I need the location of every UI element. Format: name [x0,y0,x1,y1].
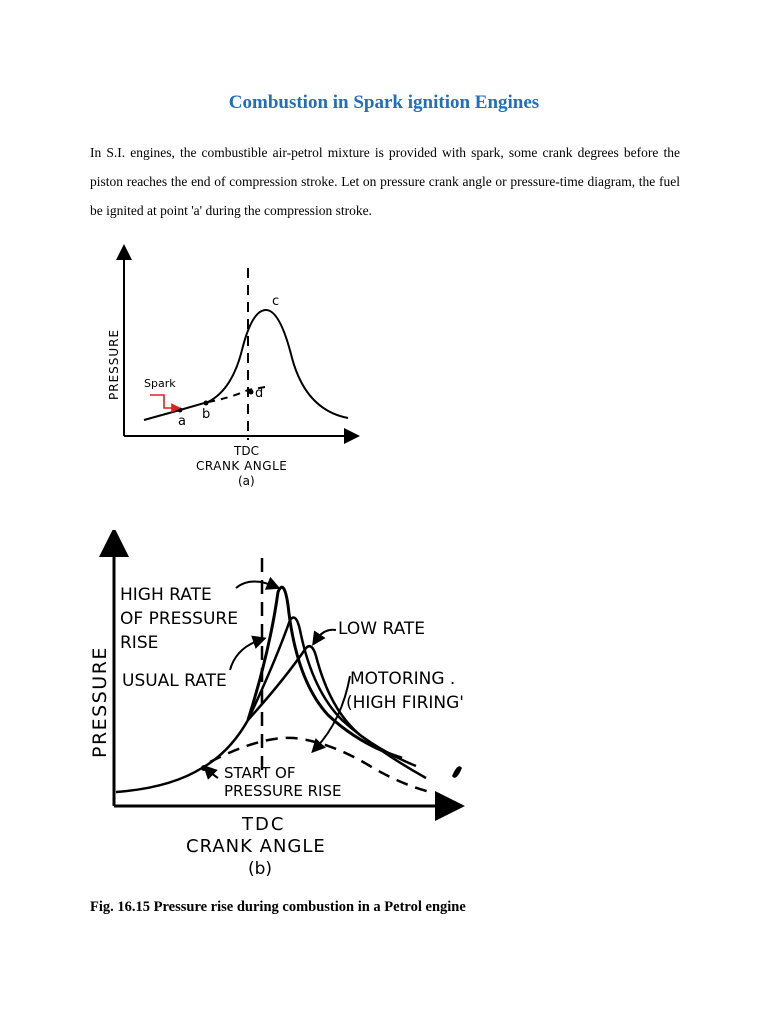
fig-a-xlabel-tdc: TDC [234,444,259,458]
motoring-leader [316,676,350,748]
fig-a-label-b: b [202,407,211,422]
high-rate-label-3: RISE [120,633,159,653]
motoring-label-1: MOTORING . [350,669,456,689]
fig-a-point-a [178,408,183,413]
page-title: Combustion in Spark ignition Engines [228,92,540,113]
usual-rate-leader [230,640,260,670]
figure-b-diagram [80,530,470,880]
fig-a-ylabel: PRESSURE [107,328,121,400]
fig-b-ylabel: PRESSURE [89,646,111,758]
high-rate-label-2: OF PRESSURE [120,609,238,629]
fig-b-start-point [201,765,207,771]
fig-b-xlabel-tdc: TDC [242,814,286,835]
figure-a-diagram [100,240,360,500]
start-leader [208,770,218,778]
spark-label: Spark [144,377,176,390]
fig-b-ink-mark [452,766,462,778]
fig-a-sublabel: (a) [238,474,255,488]
intro-paragraph: In S.I. engines, the combustible air-petrol mixture is provided with spark, some crank degrees before the piston reaches the end of compression stroke. Let on pressure crank angle or pressure-time diagram, the fuel be ignited at point 'a' during the compression stroke. [90,145,680,218]
fig-a-label-d: d [255,386,264,401]
start-label-1: START OF [224,764,296,782]
low-rate-leader [316,630,336,640]
fig-a-pressure-curve [144,310,348,420]
usual-rate-label: USUAL RATE [122,671,227,691]
fig-a-point-b [204,401,209,406]
high-rate-label-1: HIGH RATE [120,585,212,605]
low-rate-label: LOW RATE [338,619,426,639]
fig-a-label-c: c [272,294,280,309]
fig-a-point-d [249,390,254,395]
high-rate-leader [236,581,274,588]
spark-arrow [150,395,176,408]
start-label-2: PRESSURE RISE [224,782,342,800]
fig-a-label-a: a [178,414,186,429]
fig-b-xlabel: CRANK ANGLE [186,836,326,857]
fig-a-xlabel: CRANK ANGLE [196,459,288,473]
fig-b-sublabel: (b) [248,859,273,879]
figure-caption: Fig. 16.15 Pressure rise during combustion in a Petrol engine [90,899,466,915]
motoring-label-2: (HIGH FIRING' [346,693,464,713]
